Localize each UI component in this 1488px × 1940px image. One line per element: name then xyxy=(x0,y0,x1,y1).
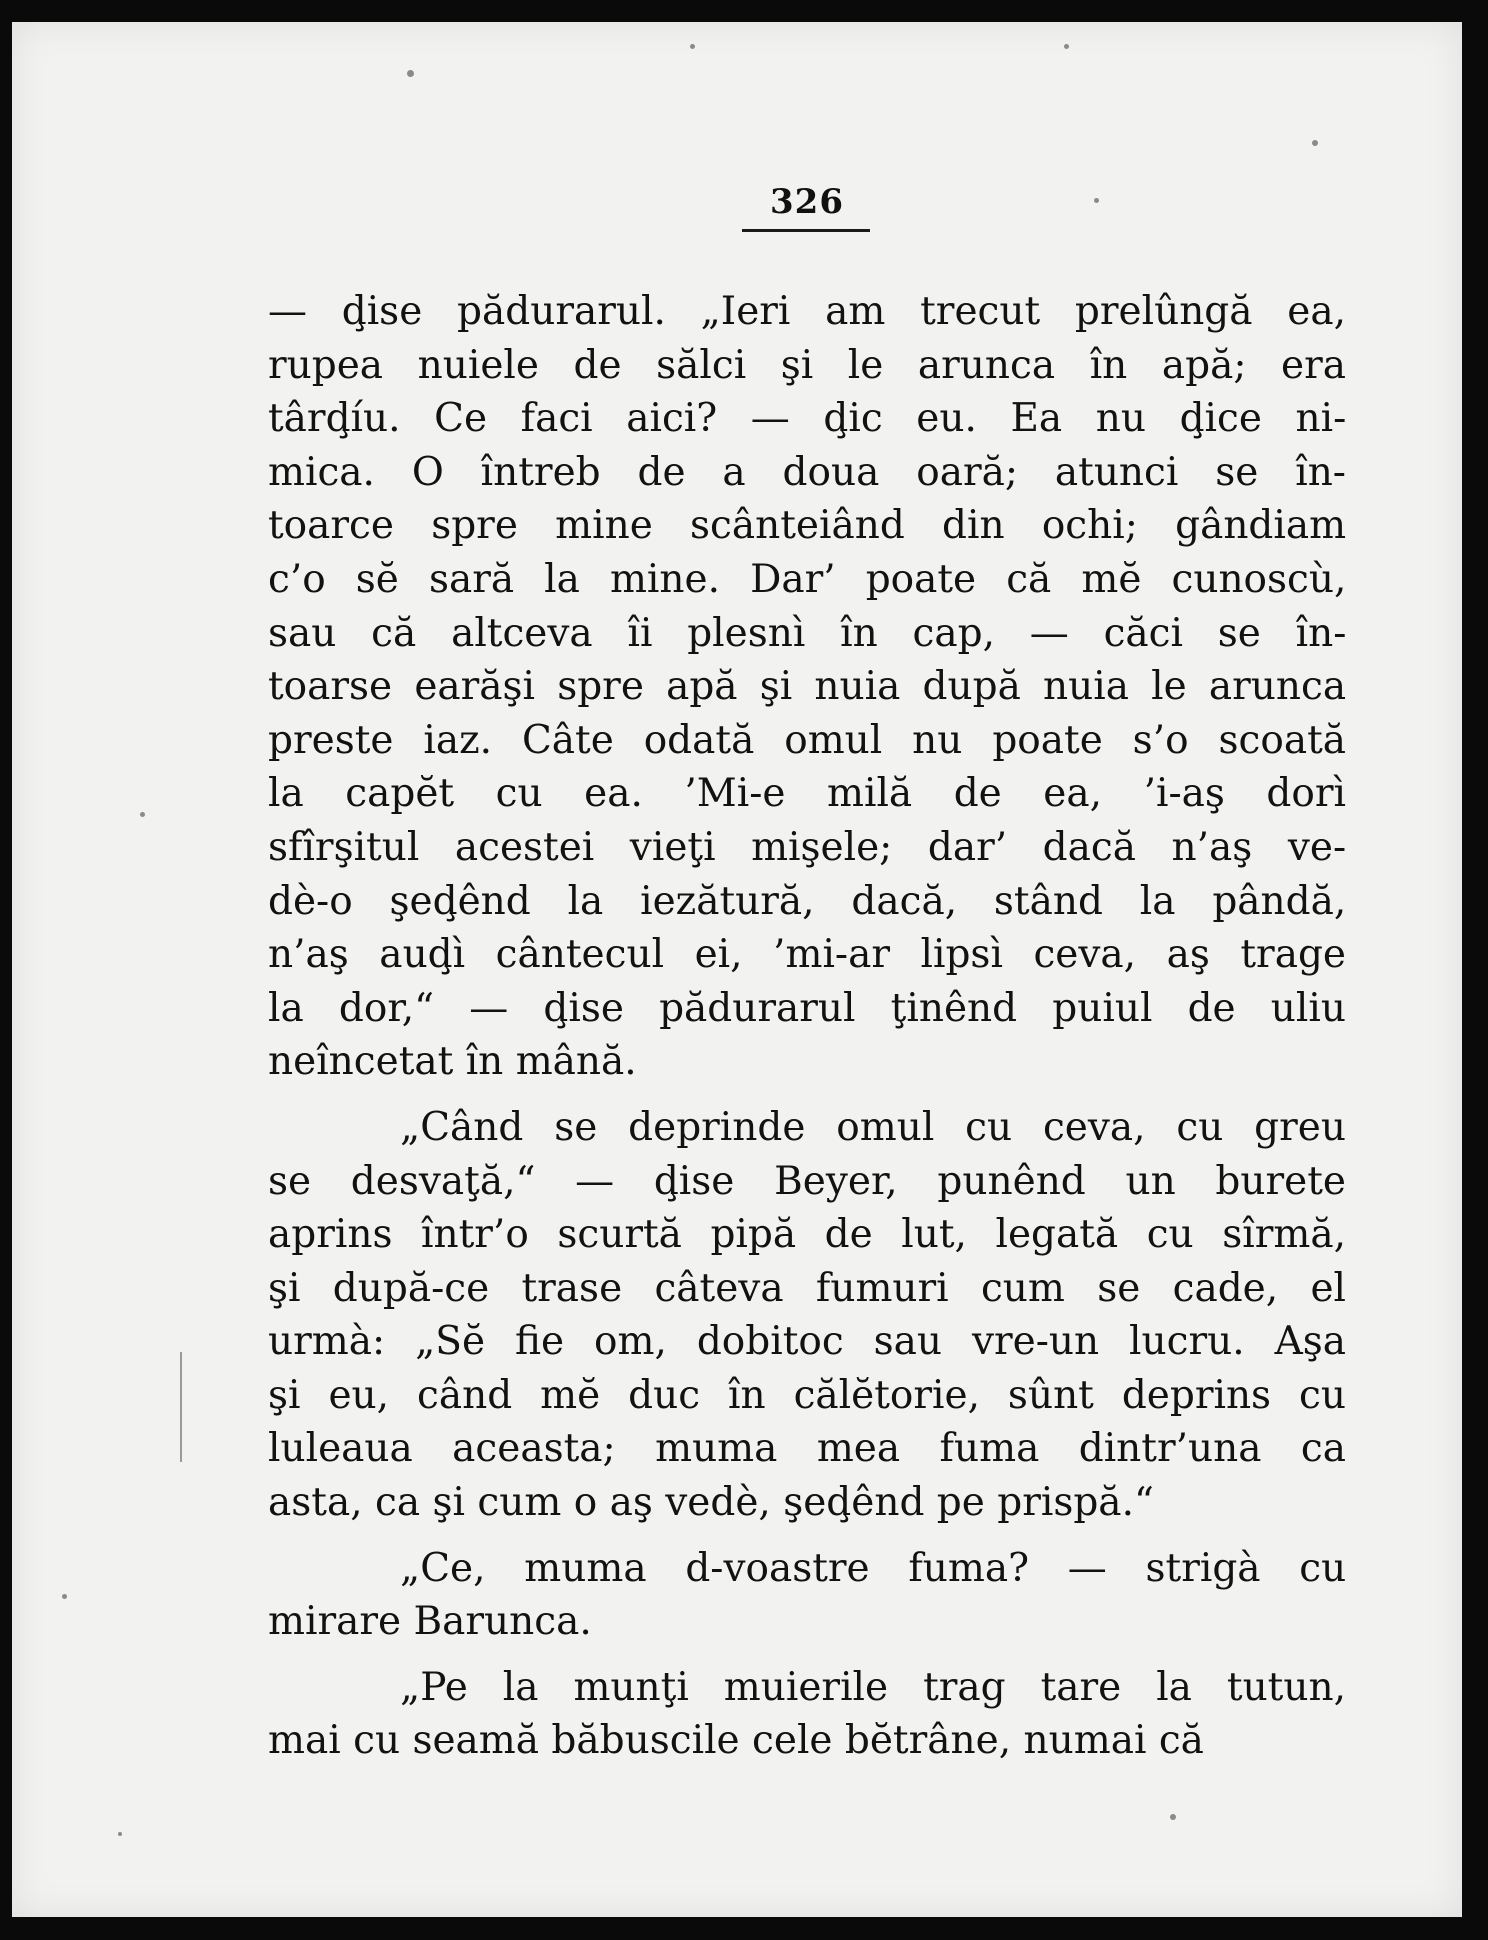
text-line: târḑíu. Ce faci aici? — ḑic eu. Ea nu ḑice ni- xyxy=(268,396,1347,442)
text-line: la dor,“ — ḑise pădurarul ţinênd puiul de uliu xyxy=(268,985,1346,1031)
paragraph-gap xyxy=(268,1530,1346,1542)
text-line: neîncetat în mână. xyxy=(268,1039,637,1085)
ink-speck xyxy=(140,812,145,817)
text-line: „Ce, muma d-voastre fuma? — strigà cu xyxy=(400,1545,1347,1591)
ink-speck xyxy=(1064,44,1069,49)
ink-speck xyxy=(407,70,414,77)
text-line: şi eu, când mĕ duc în călĕtorie, sûnt deprins cu xyxy=(268,1372,1346,1418)
edge-mark xyxy=(180,1352,182,1462)
text-line: toarce spre mine scânteiând din ochi; gândiam xyxy=(268,503,1347,549)
paragraph xyxy=(268,1542,1346,1649)
paragraph xyxy=(268,285,1346,1089)
text-line: dè-o şeḑênd la iezătură, dacă, stând la pândă, xyxy=(268,878,1347,924)
text-line: asta, ca şi cum o aş vedè, şeḑênd pe prispă.“ xyxy=(268,1480,1154,1526)
book-page xyxy=(12,22,1462,1917)
paragraph-gap xyxy=(268,1649,1346,1661)
page-number-rule xyxy=(742,229,870,232)
text-line: rupea nuiele de sălci şi le arunca în apă; era xyxy=(268,342,1346,388)
text-line: preste iaz. Câte odată omul nu poate s’o scoată xyxy=(268,717,1346,763)
text-line: sau că altceva îi plesnì în cap, — căci se în- xyxy=(268,610,1347,656)
text-line: „Pe la munţi muierile trag tare la tutun, xyxy=(400,1664,1346,1710)
body-text xyxy=(268,285,1346,1768)
page-number: 326 xyxy=(770,182,844,222)
text-line: mirare Barunca. xyxy=(268,1599,592,1645)
text-line: urmà: „Sĕ fie om, dobitoc sau vre-un lucru. Aşa xyxy=(268,1319,1346,1365)
ink-speck xyxy=(62,1594,67,1599)
text-line: toarse earăşi spre apă şi nuia după nuia le arunca xyxy=(268,664,1347,710)
text-line: sfîrşitul acestei vieţi mişele; dar’ dacă n’aş ve- xyxy=(268,824,1347,870)
paragraph-gap xyxy=(268,1089,1346,1101)
text-line: şi după-ce trase câteva fumuri cum se cade, el xyxy=(268,1265,1346,1311)
text-line: aprins într’o scurtă pipă de lut, legată cu sîrmă, xyxy=(268,1212,1346,1258)
ink-speck xyxy=(690,44,695,49)
paragraph xyxy=(268,1101,1346,1530)
ink-speck xyxy=(1312,140,1318,146)
ink-speck xyxy=(118,1832,122,1836)
text-line: n’aş auḑì cântecul ei, ’mi-ar lipsì ceva, aş trage xyxy=(268,932,1346,978)
text-line: — ḑise pădurarul. „Ieri am trecut prelûngă ea, xyxy=(268,289,1346,334)
text-line: mica. O întreb de a doua oară; atunci se în- xyxy=(268,449,1346,495)
text-line: mai cu seamă băbuscile cele bĕtrâne, numai că xyxy=(268,1718,1204,1764)
text-line: la capĕt cu ea. ’Mi-e milă de ea, ’i-aş dorì xyxy=(268,771,1346,817)
ink-speck xyxy=(1170,1814,1176,1820)
text-line: „Când se deprinde omul cu ceva, cu greu xyxy=(400,1104,1346,1150)
text-line: luleaua aceasta; muma mea fuma dintr’una ca xyxy=(268,1426,1346,1472)
text-line: c’o sĕ sară la mine. Dar’ poate că mĕ cunoscù, xyxy=(268,556,1347,602)
paragraph xyxy=(268,1661,1346,1768)
text-line: se desvaţă,“ — ḑise Beyer, punênd un burete xyxy=(268,1158,1346,1204)
